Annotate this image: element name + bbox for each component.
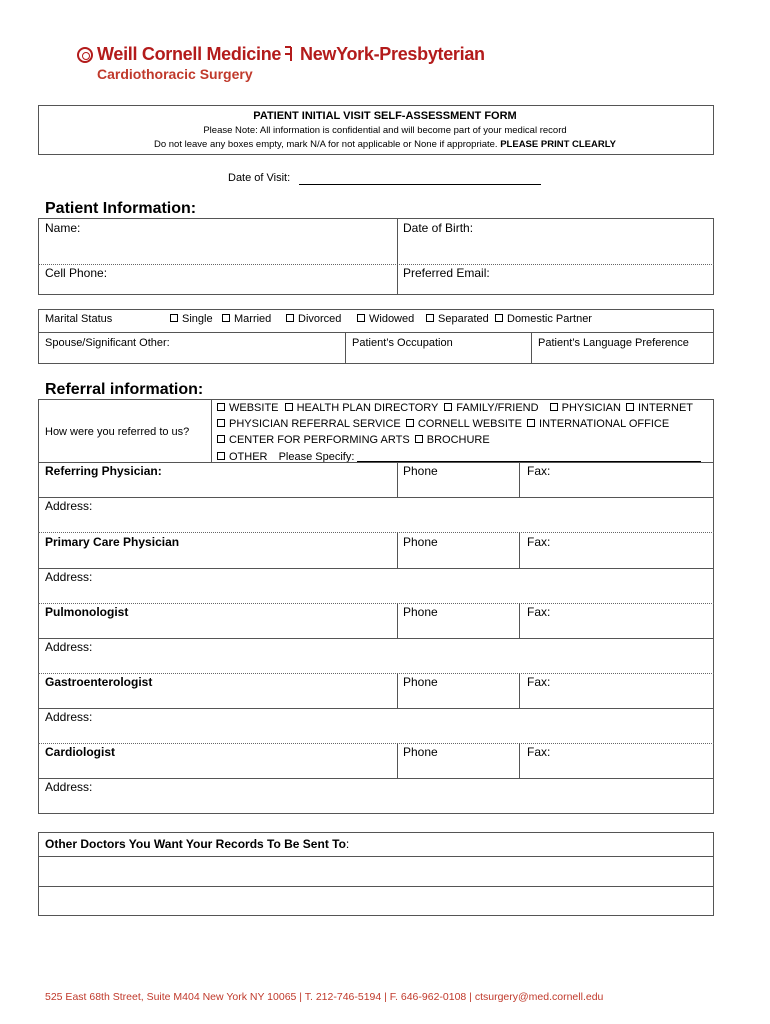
date-of-birth-field[interactable]: Date of Birth: — [403, 221, 474, 235]
nyp-mark-icon — [284, 45, 296, 63]
primary-care-fax[interactable]: Fax: — [527, 535, 551, 549]
option-website[interactable]: WEBSITE — [217, 402, 279, 414]
language-preference-field[interactable]: Patient’s Language Preference — [538, 337, 689, 349]
patient-info-heading: Patient Information: — [45, 200, 197, 217]
marital-option-domestic-partner[interactable]: Domestic Partner — [495, 313, 592, 325]
option-family-friend[interactable]: FAMILY/FRIEND — [444, 402, 538, 414]
checkbox-icon[interactable] — [357, 314, 365, 322]
option-physician-referral-service[interactable]: PHYSICIAN REFERRAL SERVICE — [217, 418, 401, 430]
pulmonologist-address[interactable]: Address: — [45, 640, 93, 654]
other-doctors-label: Other Doctors You Want Your Records To Be Sent To: — [45, 837, 350, 851]
marital-option-separated[interactable]: Separated — [426, 313, 489, 325]
referral-info-heading: Referral information: — [45, 381, 204, 398]
form-note-1: Please Note: All information is confidential and will become part of your medical record — [203, 125, 567, 136]
checkbox-icon[interactable] — [495, 314, 503, 322]
checkbox-icon[interactable] — [406, 419, 414, 427]
referral-options-row-2 — [217, 418, 669, 430]
marital-option-divorced[interactable]: Divorced — [286, 313, 341, 325]
primary-care-phone[interactable]: Phone — [403, 535, 438, 549]
patient-info-table — [38, 218, 714, 295]
checkbox-icon[interactable] — [217, 419, 225, 427]
cardiologist-field[interactable]: Cardiologist — [45, 745, 116, 759]
checkbox-icon[interactable] — [222, 314, 230, 322]
form-note-2: Do not leave any boxes empty, mark N/A for not applicable or None if appropriate. PLEASE PRINT CLEARLY — [153, 139, 616, 150]
checkbox-icon[interactable] — [426, 314, 434, 322]
gastroenterologist-address[interactable]: Address: — [45, 710, 93, 724]
checkbox-icon[interactable] — [444, 403, 452, 411]
primary-care-address[interactable]: Address: — [45, 570, 93, 584]
referral-options-row-1 — [217, 402, 693, 414]
primary-care-physician-field[interactable]: Primary Care Physician — [45, 535, 180, 549]
please-specify-field[interactable] — [357, 450, 701, 462]
date-of-visit-label: Date of Visit: — [228, 172, 291, 184]
spouse-field[interactable]: Spouse/Significant Other: — [45, 337, 170, 349]
weill-cornell-logo: Weill Cornell Medicine — [77, 44, 281, 65]
checkbox-icon[interactable] — [285, 403, 293, 411]
checkbox-icon[interactable] — [217, 452, 225, 460]
gastroenterologist-phone[interactable]: Phone — [403, 675, 438, 689]
cardiologist-fax[interactable]: Fax: — [527, 745, 551, 759]
pulmonologist-phone[interactable]: Phone — [403, 605, 438, 619]
marital-option-married[interactable]: Married — [222, 313, 271, 325]
checkbox-icon[interactable] — [527, 419, 535, 427]
option-health-plan-directory[interactable]: HEALTH PLAN DIRECTORY — [285, 402, 439, 414]
cardiologist-address[interactable]: Address: — [45, 780, 93, 794]
option-international-office[interactable]: INTERNATIONAL OFFICE — [527, 418, 669, 430]
checkbox-icon[interactable] — [626, 403, 634, 411]
referral-question: How were you referred to us? — [45, 426, 190, 438]
date-of-visit-field[interactable] — [299, 184, 541, 185]
checkbox-icon[interactable] — [550, 403, 558, 411]
pulmonologist-field[interactable]: Pulmonologist — [45, 605, 129, 619]
department-name: Cardiothoracic Surgery — [97, 66, 253, 82]
footer-contact: 525 East 68th Street, Suite M404 New York NY 10065 | T. 212-746-5194 | F. 646-962-0108 | ctsurgery@med.cornell.edu — [45, 991, 604, 1003]
name-field[interactable]: Name: — [45, 221, 81, 235]
please-specify-label: Please Specify: — [278, 451, 355, 463]
option-internet[interactable]: INTERNET — [626, 402, 693, 414]
marital-option-widowed[interactable]: Widowed — [357, 313, 414, 325]
option-center-for-performing-arts[interactable]: CENTER FOR PERFORMING ARTS — [217, 434, 410, 446]
referral-options-row-3 — [217, 434, 490, 446]
pulmonologist-fax[interactable]: Fax: — [527, 605, 551, 619]
option-other[interactable]: OTHER — [217, 451, 268, 463]
option-brochure[interactable]: BROCHURE — [415, 434, 490, 446]
other-doctor-entry-1[interactable] — [38, 857, 714, 886]
preferred-email-field[interactable]: Preferred Email: — [403, 266, 490, 280]
checkbox-icon[interactable] — [217, 403, 225, 411]
gastroenterologist-fax[interactable]: Fax: — [527, 675, 551, 689]
checkbox-icon[interactable] — [286, 314, 294, 322]
cell-phone-field[interactable]: Cell Phone: — [45, 266, 108, 280]
checkbox-icon[interactable] — [415, 435, 423, 443]
form-title: PATIENT INITIAL VISIT SELF-ASSESSMENT FORM — [253, 110, 517, 122]
referring-physician-address[interactable]: Address: — [45, 499, 93, 513]
referring-physician-field[interactable]: Referring Physician: — [45, 464, 162, 478]
referring-physician-fax[interactable]: Fax: — [527, 464, 551, 478]
occupation-field[interactable]: Patient’s Occupation — [352, 337, 453, 349]
other-doctor-entry-2[interactable] — [38, 887, 714, 915]
marital-status-label: Marital Status — [45, 313, 113, 325]
option-physician[interactable]: PHYSICIAN — [550, 402, 621, 414]
checkbox-icon[interactable] — [170, 314, 178, 322]
checkbox-icon[interactable] — [217, 435, 225, 443]
marital-option-single[interactable]: Single — [170, 313, 213, 325]
referring-physician-phone[interactable]: Phone — [403, 464, 438, 478]
cardiologist-phone[interactable]: Phone — [403, 745, 438, 759]
nyp-logo: NewYork-Presbyterian — [284, 44, 485, 65]
gastroenterologist-field[interactable]: Gastroenterologist — [45, 675, 153, 689]
option-cornell-website[interactable]: CORNELL WEBSITE — [406, 418, 522, 430]
cornell-seal-icon — [77, 47, 93, 63]
